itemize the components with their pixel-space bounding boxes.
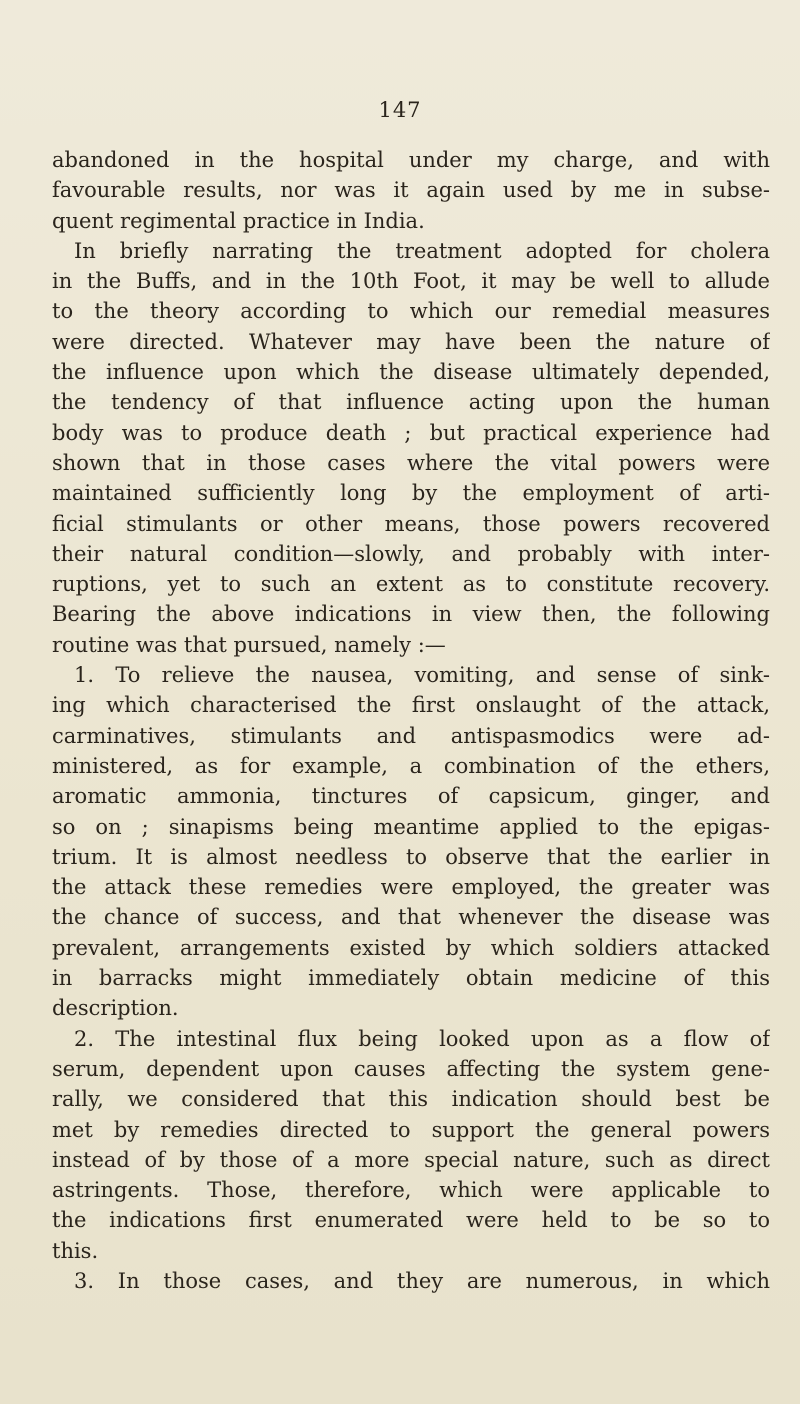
text-line: ministered, as for example, a combination of the ethers, — [52, 753, 770, 778]
text-line: aromatic ammonia, tinctures of capsicum, ginger, and — [52, 784, 770, 809]
text-line: the influence upon which the disease ultimately depended, — [52, 360, 770, 385]
text-line: their natural condition—slowly, and probably with inter- — [52, 541, 770, 566]
text-line: In briefly narrating the treatment adopted for cholera — [74, 238, 770, 263]
text-line: to the theory according to which our remedial measures — [52, 299, 770, 324]
text-line: abandoned in the hospital under my charge, and with — [52, 148, 770, 172]
text-line: prevalent, arrangements existed by which soldiers attacked — [52, 935, 770, 960]
text-line: in the Buffs, and in the 10th Foot, it may be well to allude — [52, 269, 770, 294]
text-line: so on ; sinapisms being meantime applied to the epigas- — [52, 814, 770, 839]
text-line: quent regimental practice in India. — [52, 208, 425, 233]
text-line: trium. It is almost needless to observe that the earlier in — [52, 844, 770, 869]
text-line: description. — [52, 996, 179, 1021]
text-line: ruptions, yet to such an extent as to constitute recovery. — [52, 572, 770, 597]
page-number: 147 — [378, 98, 422, 122]
body-text — [52, 145, 770, 1296]
text-line: serum, dependent upon causes affecting the system gene- — [52, 1056, 770, 1081]
text-line: carminatives, stimulants and antispasmodics were ad- — [52, 723, 770, 748]
text-line: 3. In those cases, and they are numerous, in which — [74, 1268, 770, 1293]
text-line: instead of by those of a more special nature, such as direct — [52, 1147, 770, 1172]
text-line: were directed. Whatever may have been the nature of — [52, 329, 770, 354]
text-line: the tendency of that influence acting upon the human — [52, 390, 770, 415]
text-line: this. — [52, 1238, 99, 1263]
text-line: maintained sufficiently long by the employment of arti- — [52, 481, 770, 506]
text-line: body was to produce death ; but practical experience had — [52, 420, 770, 445]
text-line: met by remedies directed to support the general powers — [52, 1117, 770, 1142]
text-line: routine was that pursued, namely :— — [52, 632, 446, 657]
text-line: 1. To relieve the nausea, vomiting, and sense of sink- — [74, 663, 770, 688]
text-line: rally, we considered that this indication should best be — [52, 1087, 770, 1112]
text-line: Bearing the above indications in view then, the following — [52, 602, 770, 627]
text-line: ing which characterised the first onslaught of the attack, — [52, 693, 770, 718]
text-line: favourable results, nor was it again used by me in subse- — [52, 178, 770, 203]
text-line: the attack these remedies were employed, the greater was — [52, 875, 770, 900]
text-line: 2. The intestinal flux being looked upon as a flow of — [74, 1026, 770, 1051]
text-line: the chance of success, and that whenever the disease was — [52, 905, 770, 930]
text-line: in barracks might immediately obtain medicine of this — [52, 966, 770, 991]
text-line: shown that in those cases where the vital powers were — [52, 450, 770, 475]
text-line: astringents. Those, therefore, which were applicable to — [52, 1178, 770, 1203]
text-line: the indications first enumerated were held to be so to — [52, 1208, 770, 1233]
text-line: ficial stimulants or other means, those powers recovered — [52, 511, 770, 536]
